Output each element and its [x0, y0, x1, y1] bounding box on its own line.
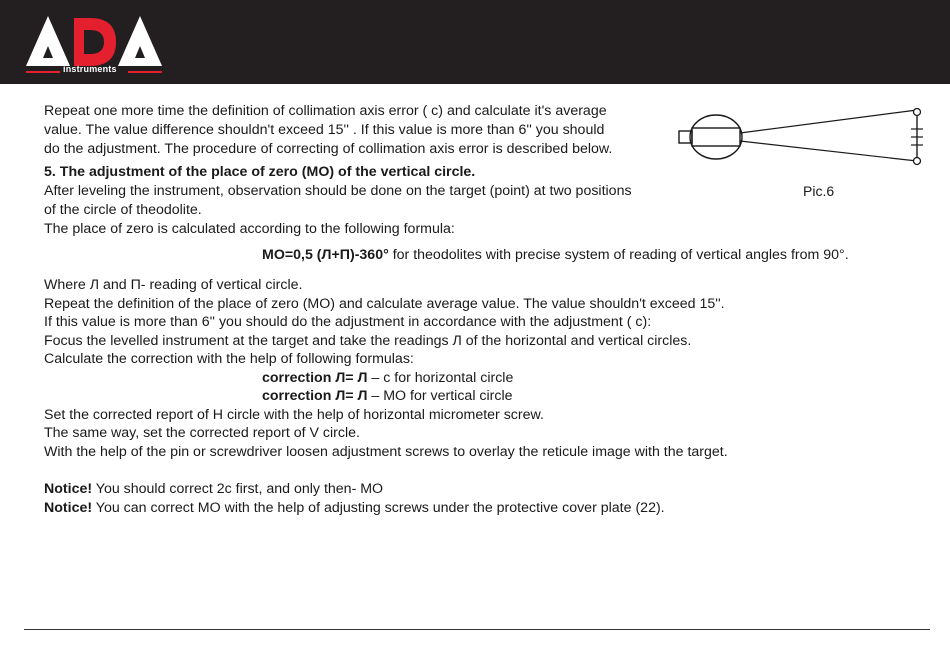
intro-line-1: Repeat one more time the definition of collimation axis error ( c) and calculate it's average [44, 103, 607, 119]
body-line-4: Focus the levelled instrument at the target and take the readings Л of the horizontal and vertical circles. [44, 333, 692, 349]
correction-vertical-text: – MO for vertical circle [367, 388, 513, 404]
formula-line [262, 246, 849, 264]
section-para-1: After leveling the instrument, observation should be done on the target (point) at two positions [44, 183, 632, 199]
body-line-2: Repeat the definition of the place of zero (MO) and calculate average value. The value shouldn't exceed 15''. [44, 296, 725, 312]
notice-1 [44, 480, 383, 498]
after-line-1: Set the corrected report of H circle with the help of horizontal micrometer screw. [44, 407, 544, 423]
notice-2-label: Notice! [44, 500, 93, 516]
correction-vertical [262, 387, 513, 405]
notice-2 [44, 499, 665, 517]
correction-vertical-label: correction Л= Л [262, 388, 368, 404]
notice-1-text: You should correct 2c first, and only then- MO [92, 481, 384, 497]
page-header [0, 0, 950, 84]
formula-bold: MO=0,5 (Л+П)-360° [262, 247, 389, 263]
section-heading: 5. The adjustment of the place of zero (MO) of the vertical circle. [44, 164, 476, 180]
figure-label: Pic.6 [803, 183, 835, 199]
footer-divider [24, 629, 930, 630]
section-para-3: The place of zero is calculated according to the following formula: [44, 221, 455, 237]
body-line-5: Calculate the correction with the help of following formulas: [44, 351, 414, 367]
formula-rest: for theodolites with precise system of reading of vertical angles from 90°. [388, 247, 849, 263]
correction-horizontal-text: – c for horizontal circle [367, 370, 514, 386]
body-line-3: If this value is more than 6'' you should do the adjustment in accordance with the adjustment ( c): [44, 314, 652, 330]
notice-2-text: You can correct MO with the help of adjusting screws under the protective cover plate (22). [92, 500, 665, 516]
notice-1-label: Notice! [44, 481, 93, 497]
section-para-2: of the circle of theodolite. [44, 202, 202, 218]
intro-line-2: value. The value difference shouldn't exceed 15'' . If this value is more than 6'' you should [44, 122, 605, 138]
correction-horizontal [262, 369, 513, 387]
intro-line-3: do the adjustment. The procedure of correcting of collimation axis error is described below. [44, 141, 613, 157]
collimation-diagram [674, 104, 936, 170]
after-line-3: With the help of the pin or screwdriver loosen adjustment screws to overlay the reticule image with the target. [44, 444, 728, 460]
logo-subtitle: instruments [63, 64, 117, 74]
after-line-2: The same way, set the corrected report of V circle. [44, 425, 360, 441]
body-line-1: Where Л and П- reading of vertical circle. [44, 277, 303, 293]
correction-horizontal-label: correction Л= Л [262, 370, 368, 386]
